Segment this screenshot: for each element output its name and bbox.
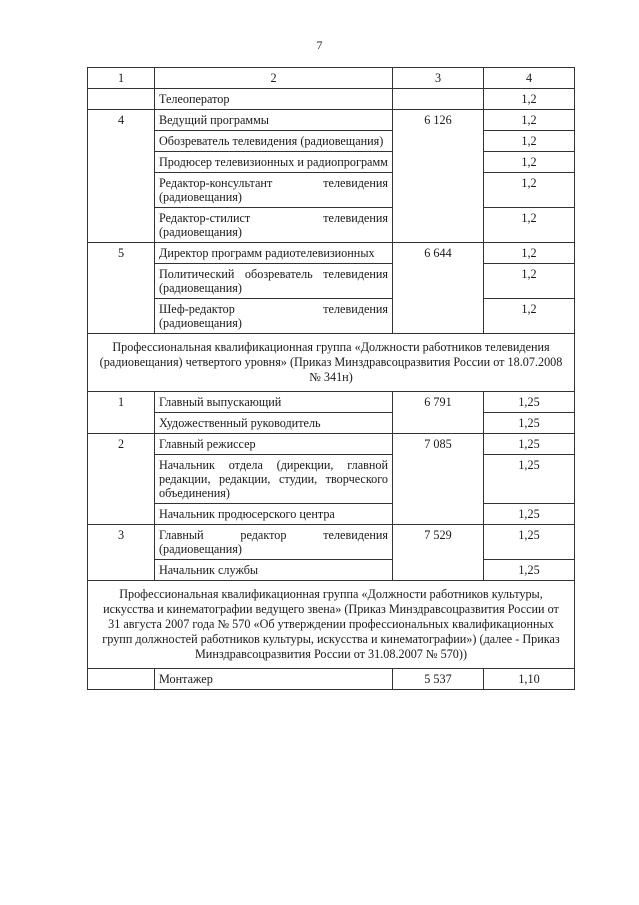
group-heading-row — [88, 334, 575, 392]
coefficient-value: 1,25 — [484, 413, 575, 434]
position-name: Начальник отдела (дирекции, главной редакции, редакции, студии, творческого объединения) — [155, 455, 393, 504]
salary-table — [87, 67, 575, 690]
table-row — [88, 152, 575, 173]
coefficient-value: 1,2 — [484, 243, 575, 264]
position-name: Монтажер — [155, 669, 393, 690]
table-row — [88, 525, 575, 560]
coefficient-value: 1,25 — [484, 504, 575, 525]
coefficient-value: 1,25 — [484, 560, 575, 581]
table-row — [88, 208, 575, 243]
row-number — [88, 89, 155, 110]
salary-value: 6 126 — [393, 110, 484, 243]
coefficient-value: 1,25 — [484, 434, 575, 455]
salary-value: 7 529 — [393, 525, 484, 581]
position-name: Обозреватель телевидения (радиовещания) — [155, 131, 393, 152]
header-col-3: 3 — [393, 68, 484, 89]
position-name: Начальник службы — [155, 560, 393, 581]
salary-value: 6 791 — [393, 392, 484, 434]
coefficient-value: 1,2 — [484, 173, 575, 208]
position-name: Редактор-консультант телевидения (радиовещания) — [155, 173, 393, 208]
position-name: Начальник продюсерского центра — [155, 504, 393, 525]
position-name: Главный выпускающий — [155, 392, 393, 413]
table-row — [88, 504, 575, 525]
group-heading-row — [88, 581, 575, 669]
table-row — [88, 455, 575, 504]
position-name: Телеоператор — [155, 89, 393, 110]
table-row — [88, 560, 575, 581]
table-row — [88, 392, 575, 413]
row-number: 1 — [88, 392, 155, 434]
coefficient-value: 1,2 — [484, 89, 575, 110]
header-col-2: 2 — [155, 68, 393, 89]
salary-value — [393, 89, 484, 110]
table-row — [88, 243, 575, 264]
table-row — [88, 110, 575, 131]
coefficient-value: 1,2 — [484, 131, 575, 152]
row-number: 2 — [88, 434, 155, 525]
position-name: Редактор-стилист телевидения (радиовещания) — [155, 208, 393, 243]
salary-value: 7 085 — [393, 434, 484, 525]
table-row — [88, 299, 575, 334]
row-number: 4 — [88, 110, 155, 243]
position-name: Главный режиссер — [155, 434, 393, 455]
position-name: Художественный руководитель — [155, 413, 393, 434]
salary-value: 5 537 — [393, 669, 484, 690]
table-row — [88, 173, 575, 208]
position-name: Продюсер телевизионных и радиопрограмм — [155, 152, 393, 173]
coefficient-value: 1,25 — [484, 525, 575, 560]
position-name: Политический обозреватель телевидения (радиовещания) — [155, 264, 393, 299]
group-heading: Профессиональная квалификационная группа «Должности работников телевидения (радиовещания) четвертого уровня» (Приказ Минздравсоцразвития России от 18.07.2008 № 341н) — [88, 334, 575, 392]
header-col-4: 4 — [484, 68, 575, 89]
coefficient-value: 1,2 — [484, 208, 575, 243]
row-number: 5 — [88, 243, 155, 334]
coefficient-value: 1,2 — [484, 264, 575, 299]
table-row — [88, 131, 575, 152]
header-col-1: 1 — [88, 68, 155, 89]
position-name: Шеф-редактор телевидения (радиовещания) — [155, 299, 393, 334]
table-row — [88, 434, 575, 455]
page-number: 7 — [316, 38, 323, 52]
table-header-row — [88, 68, 575, 89]
row-number: 3 — [88, 525, 155, 581]
salary-value: 6 644 — [393, 243, 484, 334]
coefficient-value: 1,2 — [484, 110, 575, 131]
row-number — [88, 669, 155, 690]
coefficient-value: 1,25 — [484, 392, 575, 413]
position-name: Главный редактор телевидения (радиовещания) — [155, 525, 393, 560]
table-row — [88, 89, 575, 110]
table-row — [88, 413, 575, 434]
position-name: Директор программ радиотелевизионных — [155, 243, 393, 264]
position-name: Ведущий программы — [155, 110, 393, 131]
group-heading: Профессиональная квалификационная группа «Должности работников культуры, искусства и кинематографии ведущего звена» (Приказ Минздравсоцразвития России от 31 августа 2007 года № 570 «Об утверждении профессиональных квалификационных групп должностей работников культуры, искусства и кинематографии») (далее - Приказ Минздравсоцразвития России от 31.08.2007 № 570)) — [88, 581, 575, 669]
coefficient-value: 1,2 — [484, 152, 575, 173]
table-row — [88, 669, 575, 690]
coefficient-value: 1,10 — [484, 669, 575, 690]
coefficient-value: 1,2 — [484, 299, 575, 334]
table-row — [88, 264, 575, 299]
coefficient-value: 1,25 — [484, 455, 575, 504]
